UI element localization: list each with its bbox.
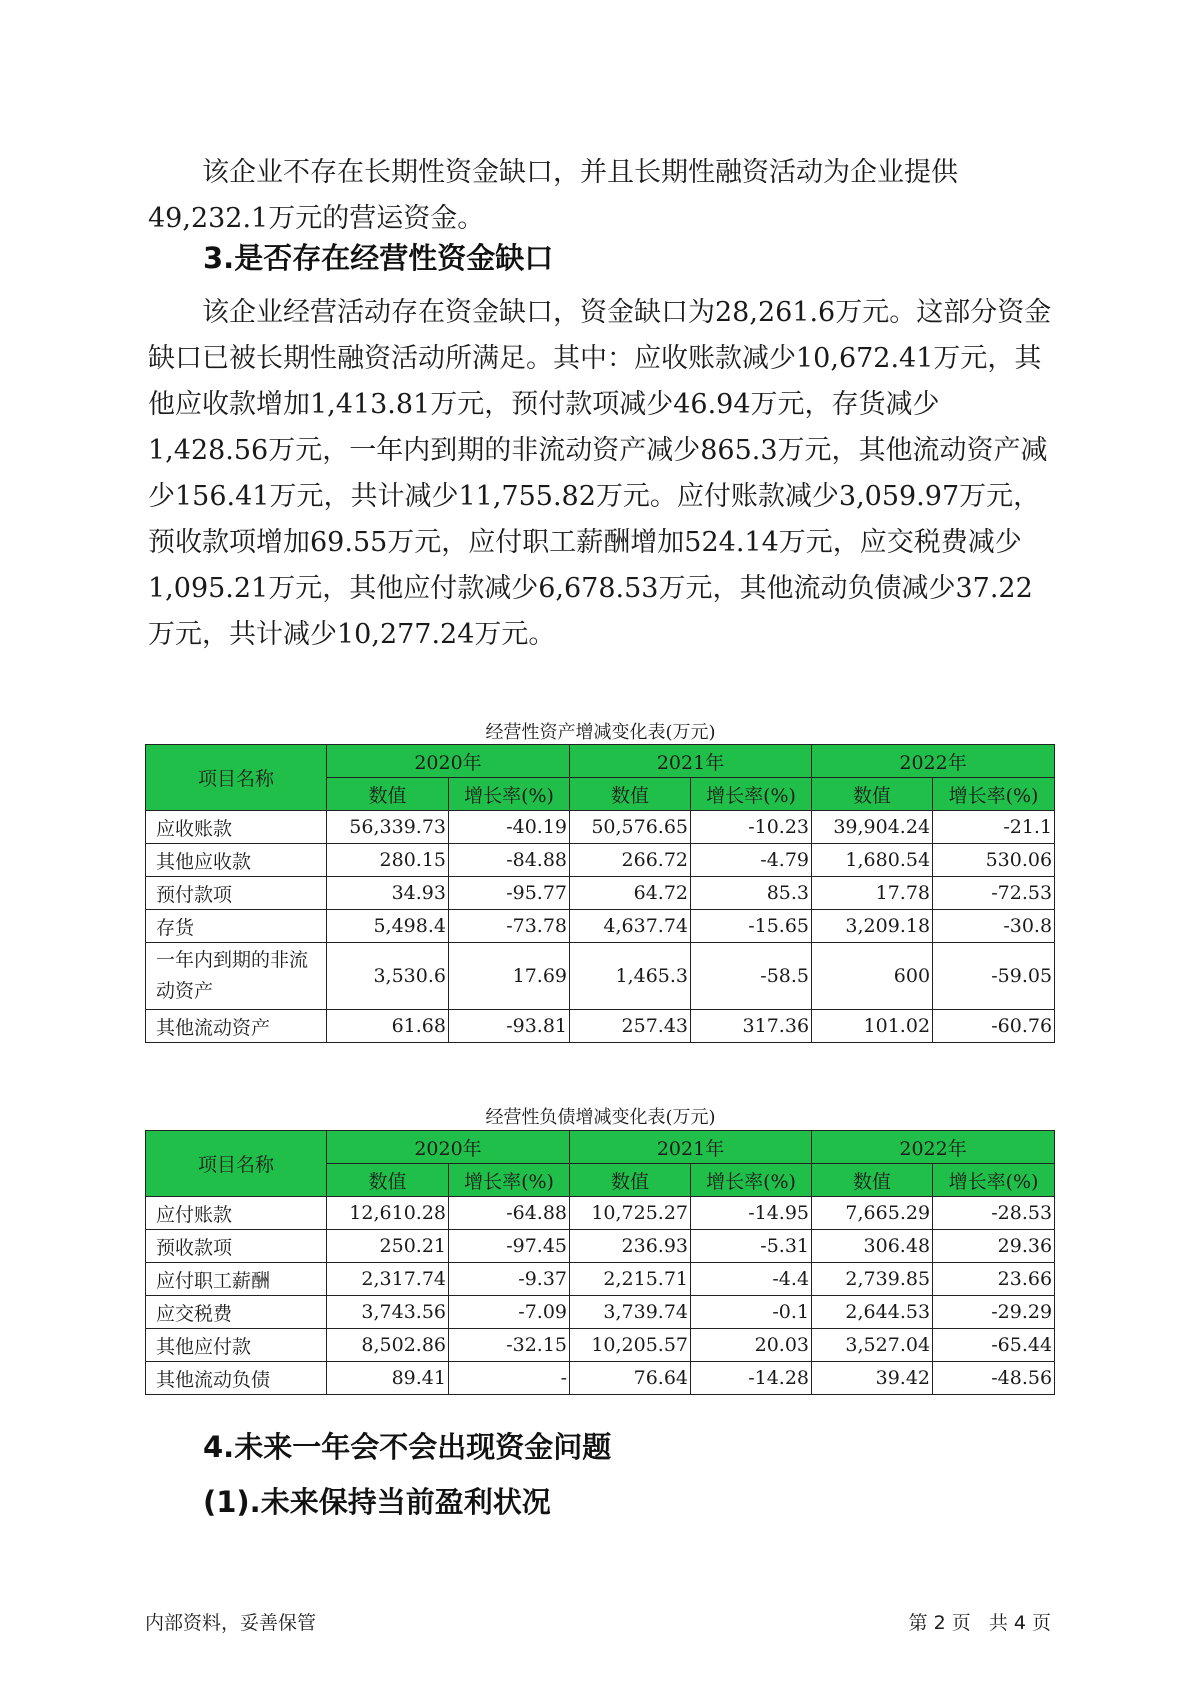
cell-rate: 317.36	[691, 1010, 812, 1043]
row-name: 一年内到期的非流动资产	[146, 943, 327, 1010]
cell-value: 236.93	[570, 1230, 691, 1263]
cell-value: 89.41	[327, 1362, 449, 1395]
table-row	[146, 844, 1055, 877]
cell-rate: -15.65	[691, 910, 812, 943]
header-item-name: 项目名称	[146, 745, 327, 811]
table-row	[146, 943, 1055, 1010]
header-year-2020: 2020年	[327, 745, 570, 778]
cell-rate: -29.29	[933, 1296, 1055, 1329]
liabilities-table-caption: 经营性负债增减变化表(万元)	[485, 1107, 716, 1128]
assets-table-caption: 经营性资产增减变化表(万元)	[485, 722, 716, 743]
heading-operating-gap: 3.是否存在经营性资金缺口	[203, 241, 554, 275]
cell-value: 266.72	[570, 844, 691, 877]
cell-rate: -21.1	[933, 811, 1055, 844]
cell-rate: -93.81	[449, 1010, 570, 1043]
header-year-2022: 2022年	[812, 745, 1055, 778]
header-year-2021: 2021年	[570, 745, 812, 778]
cell-rate: -73.78	[449, 910, 570, 943]
cell-value: 600	[812, 943, 933, 1010]
cell-rate: -7.09	[449, 1296, 570, 1329]
row-name: 其他应付款	[146, 1329, 327, 1362]
row-name: 其他流动负债	[146, 1362, 327, 1395]
table-row	[146, 910, 1055, 943]
heading-current-profit: (1).未来保持当前盈利状况	[203, 1485, 551, 1519]
cell-rate: -48.56	[933, 1362, 1055, 1395]
row-name: 应交税费	[146, 1296, 327, 1329]
cell-value: 3,743.56	[327, 1296, 449, 1329]
cell-rate: 17.69	[449, 943, 570, 1010]
assets-table	[145, 744, 1055, 1043]
table-row	[146, 1197, 1055, 1230]
cell-rate: -32.15	[449, 1329, 570, 1362]
cell-rate: -65.44	[933, 1329, 1055, 1362]
row-name: 应付账款	[146, 1197, 327, 1230]
header-value: 数值	[570, 1164, 691, 1197]
row-name: 存货	[146, 910, 327, 943]
cell-rate: -5.31	[691, 1230, 812, 1263]
cell-value: 56,339.73	[327, 811, 449, 844]
cell-rate: -4.4	[691, 1263, 812, 1296]
cell-value: 8,502.86	[327, 1329, 449, 1362]
header-rate: 增长率(%)	[691, 1164, 812, 1197]
header-value: 数值	[327, 1164, 449, 1197]
cell-value: 2,644.53	[812, 1296, 933, 1329]
header-value: 数值	[812, 1164, 933, 1197]
cell-rate: -58.5	[691, 943, 812, 1010]
cell-value: 2,215.71	[570, 1263, 691, 1296]
header-item-name: 项目名称	[146, 1131, 327, 1197]
row-name: 应付职工薪酬	[146, 1263, 327, 1296]
cell-rate: -14.28	[691, 1362, 812, 1395]
cell-rate: 530.06	[933, 844, 1055, 877]
cell-rate: 85.3	[691, 877, 812, 910]
header-year-2020: 2020年	[327, 1131, 570, 1164]
header-year-2021: 2021年	[570, 1131, 812, 1164]
cell-value: 2,739.85	[812, 1263, 933, 1296]
cell-rate: -10.23	[691, 811, 812, 844]
header-year-2022: 2022年	[812, 1131, 1055, 1164]
cell-value: 76.64	[570, 1362, 691, 1395]
header-rate: 增长率(%)	[449, 778, 570, 811]
header-value: 数值	[327, 778, 449, 811]
cell-rate: -60.76	[933, 1010, 1055, 1043]
cell-value: 101.02	[812, 1010, 933, 1043]
table-row	[146, 1296, 1055, 1329]
heading-future-funding: 4.未来一年会不会出现资金问题	[203, 1430, 612, 1464]
liabilities-table	[145, 1130, 1055, 1395]
paragraph-financing: 该企业不存在长期性资金缺口，并且长期性融资活动为企业提供49,232.1万元的营运资金。	[148, 157, 958, 234]
cell-value: 1,680.54	[812, 844, 933, 877]
cell-value: 1,465.3	[570, 943, 691, 1010]
cell-value: 64.72	[570, 877, 691, 910]
header-value: 数值	[570, 778, 691, 811]
cell-rate: 29.36	[933, 1230, 1055, 1263]
cell-rate: 23.66	[933, 1263, 1055, 1296]
footer-confidential: 内部资料，妥善保管	[145, 1612, 317, 1634]
cell-rate: -0.1	[691, 1296, 812, 1329]
cell-rate: -95.77	[449, 877, 570, 910]
cell-rate: 20.03	[691, 1329, 812, 1362]
table-row	[146, 1329, 1055, 1362]
cell-value: 10,725.27	[570, 1197, 691, 1230]
row-name: 预收款项	[146, 1230, 327, 1263]
cell-value: 50,576.65	[570, 811, 691, 844]
table-row	[146, 877, 1055, 910]
cell-value: 7,665.29	[812, 1197, 933, 1230]
cell-rate: -97.45	[449, 1230, 570, 1263]
table-row	[146, 811, 1055, 844]
cell-value: 39,904.24	[812, 811, 933, 844]
cell-value: 3,209.18	[812, 910, 933, 943]
table-row	[146, 1362, 1055, 1395]
cell-value: 5,498.4	[327, 910, 449, 943]
footer-page-number: 第 2 页 共 4 页	[908, 1612, 1051, 1634]
cell-rate: -	[449, 1362, 570, 1395]
cell-value: 10,205.57	[570, 1329, 691, 1362]
cell-value: 34.93	[327, 877, 449, 910]
cell-rate: -84.88	[449, 844, 570, 877]
cell-value: 306.48	[812, 1230, 933, 1263]
cell-value: 17.78	[812, 877, 933, 910]
table-row	[146, 1230, 1055, 1263]
cell-value: 250.21	[327, 1230, 449, 1263]
table-row	[146, 1010, 1055, 1043]
paragraph-operating-gap: 该企业经营活动存在资金缺口，资金缺口为28,261.6万元。这部分资金缺口已被长期性融资活动所满足。其中：应收账款减少10,672.41万元，其他应收款增加1,413.81万元，预付款项减少46.94万元，存货减少1,428.56万元，一年内到期的非流动资产减少865.3万元，其他流动资产减少156.41万元，共计减少11,755.82万元。应付账款减少3,059.97万元，预收款项增加69.55万元，应付职工薪酬增加524.14万元，应交税费减少1,095.21万元，其他应付款减少6,678.53万元，其他流动负债减少37.22万元，共计减少10,277.24万元。	[148, 297, 1052, 650]
cell-value: 257.43	[570, 1010, 691, 1043]
cell-value: 3,530.6	[327, 943, 449, 1010]
row-name: 应收账款	[146, 811, 327, 844]
cell-value: 4,637.74	[570, 910, 691, 943]
row-name: 其他流动资产	[146, 1010, 327, 1043]
cell-value: 3,527.04	[812, 1329, 933, 1362]
cell-value: 61.68	[327, 1010, 449, 1043]
cell-rate: -30.8	[933, 910, 1055, 943]
cell-value: 2,317.74	[327, 1263, 449, 1296]
row-name: 预付款项	[146, 877, 327, 910]
header-rate: 增长率(%)	[933, 778, 1055, 811]
cell-rate: -14.95	[691, 1197, 812, 1230]
cell-value: 280.15	[327, 844, 449, 877]
cell-value: 3,739.74	[570, 1296, 691, 1329]
cell-rate: -59.05	[933, 943, 1055, 1010]
header-rate: 增长率(%)	[691, 778, 812, 811]
cell-rate: -64.88	[449, 1197, 570, 1230]
cell-rate: -9.37	[449, 1263, 570, 1296]
row-name: 其他应收款	[146, 844, 327, 877]
cell-rate: -72.53	[933, 877, 1055, 910]
cell-rate: -40.19	[449, 811, 570, 844]
header-value: 数值	[812, 778, 933, 811]
cell-value: 12,610.28	[327, 1197, 449, 1230]
header-rate: 增长率(%)	[933, 1164, 1055, 1197]
header-rate: 增长率(%)	[449, 1164, 570, 1197]
cell-value: 39.42	[812, 1362, 933, 1395]
cell-rate: -4.79	[691, 844, 812, 877]
cell-rate: -28.53	[933, 1197, 1055, 1230]
table-row	[146, 1263, 1055, 1296]
